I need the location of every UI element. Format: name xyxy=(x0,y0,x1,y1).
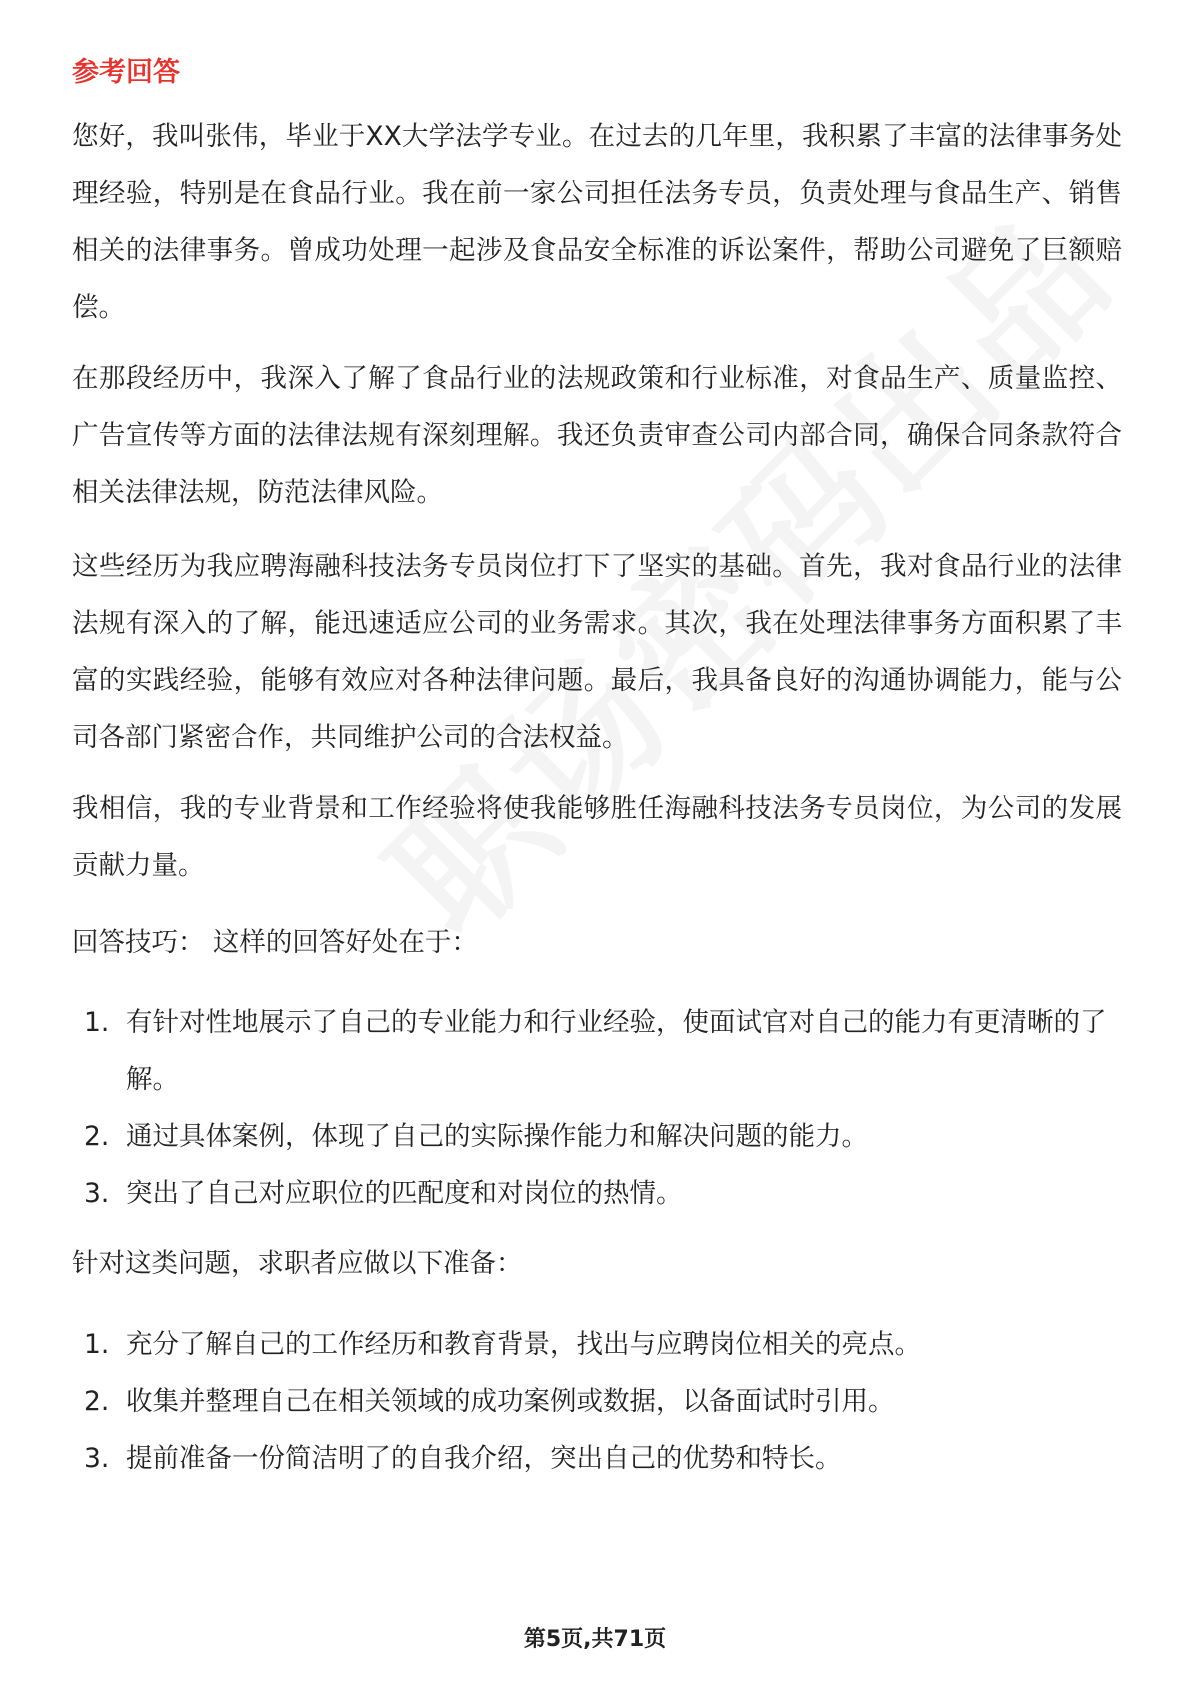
section-heading: 参考回答 xyxy=(72,57,180,88)
list-item xyxy=(72,1373,1122,1430)
tips-list xyxy=(72,994,1122,1222)
list-number: 1. xyxy=(84,1329,110,1360)
page-number: 第5页,共71页 xyxy=(523,1627,667,1652)
list-text: 有针对性地展示了自己的专业能力和行业经验，使面试官对自己的能力有更清晰的了解。 xyxy=(126,1007,1107,1095)
list-number: 1. xyxy=(84,1007,110,1038)
answer-paragraph-2: 在那段经历中，我深入了解了食品行业的法规政策和行业标准，对食品生产、质量监控、广告宣传等方面的法律法规有深刻理解。我还负责审查公司内部合同，确保合同条款符合相关法律法规，防范法律风险。 xyxy=(72,363,1122,508)
answer-paragraph-3: 这些经历为我应聘海融科技法务专员岗位打下了坚实的基础。首先，我对食品行业的法律法规有深入的了解，能迅速适应公司的业务需求。其次，我在处理法律事务方面积累了丰富的实践经验，能够有效应对各种法律问题。最后，我具备良好的沟通协调能力，能与公司各部门紧密合作，共同维护公司的合法权益。 xyxy=(72,551,1122,753)
list-text: 充分了解自己的工作经历和教育背景，找出与应聘岗位相关的亮点。 xyxy=(126,1329,921,1360)
prep-intro: 针对这类问题，求职者应做以下准备： xyxy=(72,1248,523,1279)
list-item xyxy=(72,1316,1122,1373)
list-item xyxy=(72,1430,1122,1487)
list-item xyxy=(72,1108,1122,1165)
list-text: 收集并整理自己在相关领域的成功案例或数据，以备面试时引用。 xyxy=(126,1386,895,1417)
list-item xyxy=(72,994,1122,1108)
list-item xyxy=(72,1165,1122,1222)
answer-paragraph-4: 我相信，我的专业背景和工作经验将使我能够胜任海融科技法务专员岗位，为公司的发展贡献力量。 xyxy=(72,793,1122,881)
list-text: 通过具体案例，体现了自己的实际操作能力和解决问题的能力。 xyxy=(126,1121,868,1152)
list-number: 3. xyxy=(84,1178,110,1209)
answer-paragraph-1: 您好，我叫张伟，毕业于XX大学法学专业。在过去的几年里，我积累了丰富的法律事务处理经验，特别是在食品行业。我在前一家公司担任法务专员，负责处理与食品生产、销售相关的法律事务。曾成功处理一起涉及食品安全标准的诉讼案件，帮助公司避免了巨额赔偿。 xyxy=(72,121,1122,323)
list-text: 提前准备一份简洁明了的自我介绍，突出自己的优势和特长。 xyxy=(126,1443,842,1474)
list-number: 2. xyxy=(84,1121,110,1152)
tips-intro: 回答技巧： 这样的回答好处在于： xyxy=(72,927,478,958)
list-number: 2. xyxy=(84,1386,110,1417)
list-number: 3. xyxy=(84,1443,110,1474)
list-text: 突出了自己对应职位的匹配度和对岗位的热情。 xyxy=(126,1178,683,1209)
prep-list xyxy=(72,1316,1122,1487)
